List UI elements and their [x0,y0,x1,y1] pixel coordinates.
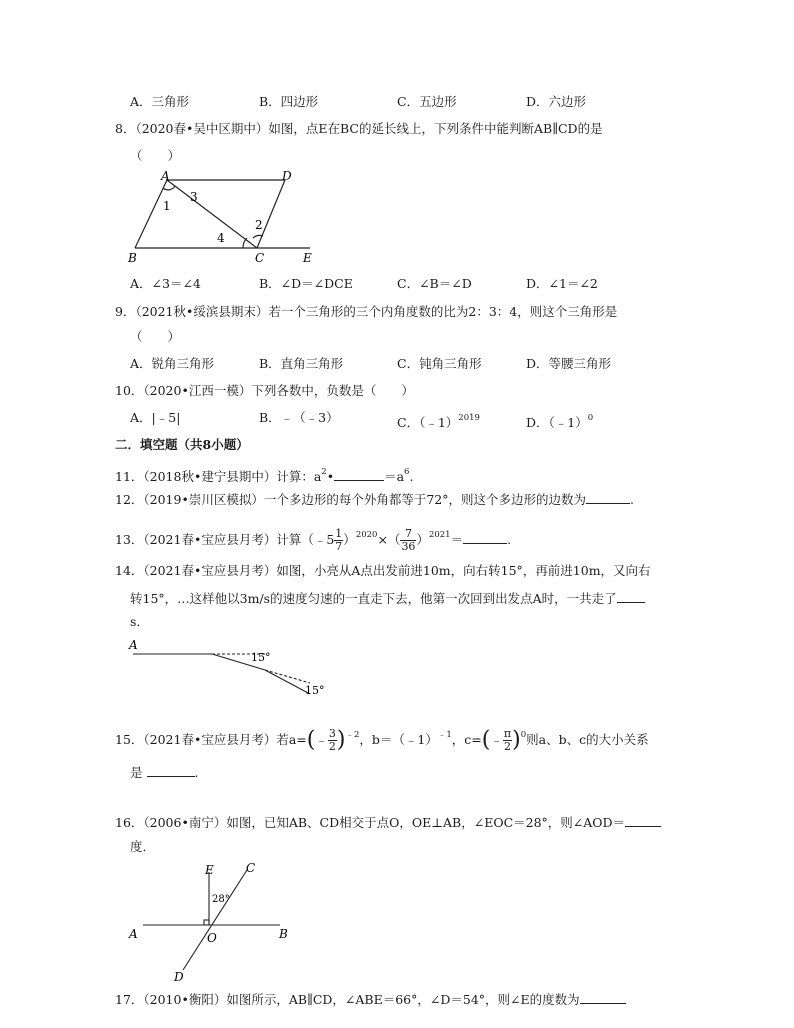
q16-stem-line2: 度． [130,839,156,854]
q10-option-b: B．﹣（﹣3） [259,410,339,425]
q16-lines [143,870,280,970]
q16-answer-blank[interactable] [625,813,661,827]
q8-stem: 8．（2020春•吴中区期中）如图，点E在BC的延长线上，下列条件中能判断AB∥CD的是 [115,121,603,136]
q14-stem-line2: 转15°，…这样他以3m/s的速度匀速的一直走下去，他第一次回到出发点A时，一共走了 [130,589,645,608]
q15-stem: 15．（2021春•宝应县月考）若a=(﹣ $\frac{3}{2}$ )$^{﹣2}$，b＝（﹣1）$^{﹣1}$，c=(﹣ $\frac{\pi}{2}$ )$^0$则a、b、c的大小关系 [115,727,649,753]
q8-label-e: E [303,251,312,265]
q8-label-c: C [255,251,265,265]
q8-option-b: B．∠D＝∠DCE [259,276,353,291]
q11-answer-blank[interactable] [334,467,384,481]
q14-label-a: A [129,638,138,652]
q15-answer-blank[interactable] [147,763,195,777]
q8-angle-3: 3 [190,190,198,204]
q12-answer-blank[interactable] [586,490,630,504]
q8-option-c: C．∠B＝∠D [397,276,472,291]
q8-angle-4: 4 [217,231,225,245]
q16-label-a: A [129,927,138,941]
q9-option-b: B．直角三角形 [259,356,344,371]
q11-stem: 11．（2018秋•建宁县期中）计算：$a^2• =a^6$. [115,467,414,484]
q17-answer-blank[interactable] [580,990,626,1004]
q13-stem: 13．（2021春•宝应县月考）计算（﹣5 $\frac{1}{7}$ ）$^{2020}$×（ $\frac{7}{36}$ ）$^{2021}$＝ . [115,527,512,553]
q10-option-a: A．|﹣5| [130,410,181,425]
q8-label-a: A [161,169,170,183]
q9-stem: 9．（2021秋•绥滨县期末）若一个三角形的三个内角度数的比为2：3：4，则这个三角形是 [115,304,618,319]
q16-label-e: E [205,863,214,877]
q14-figure [125,636,345,701]
q15-stem-line2: 是 . [130,765,199,780]
q13-answer-blank[interactable] [463,530,507,544]
q7-option-d: D．六边形 [526,94,587,109]
q10-option-c: C．（﹣1）$^{2019}$ [397,413,480,430]
q14-angle-label-2: 15° [305,684,325,697]
q14-angle-label-1: 15° [251,651,271,664]
q16-figure [125,858,300,986]
q8-answer-paren: （ ） [130,148,181,163]
q9-option-a: A．锐角三角形 [130,356,215,371]
q8-option-a: A．∠3＝∠4 [130,276,201,291]
q15-fraction-c: $\frac{\pi}{2}$ [503,727,512,753]
q14-answer-blank[interactable] [617,589,645,603]
q13-fraction-1: $\frac{1}{7}$ [335,527,343,553]
q16-stem-line1: 16．（2006•南宁）如图，已知AB、CD相交于点O，OE⊥AB，∠EOC＝28°，则∠AOD＝ [115,813,661,832]
q16-label-b: B [279,927,288,941]
q13-fraction-2: $\frac{7}{36}$ [401,527,416,553]
q9-option-c: C．钝角三角形 [397,356,482,371]
q8-angle-1: 1 [163,199,171,213]
q16-angle-label: 28° [212,894,230,905]
q12-stem: 12．（2019•崇川区模拟）一个多边形的每个外角都等于72°，则这个多边形的边数为 . [115,492,634,507]
q16-label-d: D [174,970,184,984]
q14-path [133,654,310,694]
q8-angle-2: 2 [255,218,263,232]
q9-option-d: D．等腰三角形 [526,356,612,371]
q14-stem-line1: 14．（2021春•宝应县月考）如图，小亮从A点出发前进10m，向右转15°，再前进10m，又向右 [115,563,651,578]
q8-label-b: B [128,251,137,265]
q17-stem: 17．（2010•衡阳）如图所示，AB∥CD，∠ABE＝66°，∠D＝54°，则∠E的度数为 [115,990,626,1009]
q8-label-d: D [282,169,292,183]
q9-answer-paren: （ ） [130,329,181,344]
q10-option-d: D．（﹣1）$^0$ [526,413,594,430]
section-heading: 二．填空题（共8小题） [115,437,249,452]
q10-stem: 10．（2020•江西一模）下列各数中，负数是（ ） [115,383,414,398]
q16-label-o: O [207,931,217,945]
q14-stem-line3: s． [130,614,149,629]
q16-label-c: C [246,861,256,875]
q7-option-a: A．三角形 [130,94,190,109]
q7-option-b: B．四边形 [259,94,319,109]
q8-figure [125,168,325,268]
q8-option-d: D．∠1＝∠2 [526,276,598,291]
q7-option-c: C．五边形 [397,94,457,109]
q15-fraction-a: $\frac{3}{2}$ [328,727,336,753]
